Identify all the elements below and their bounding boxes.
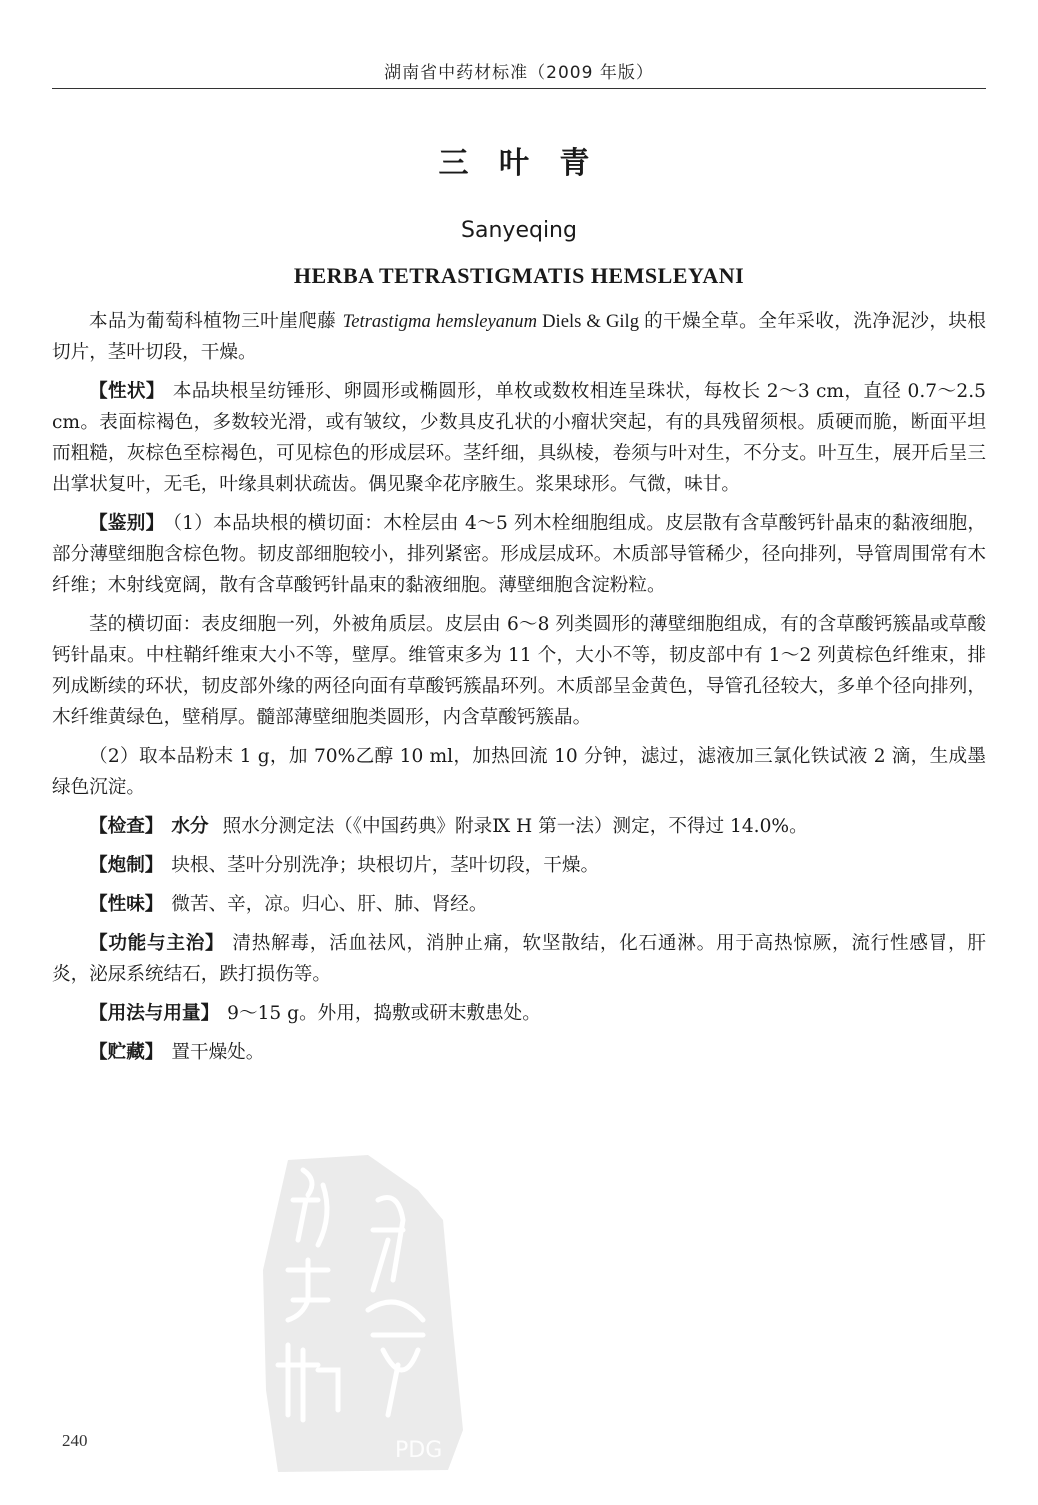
section-label: 【功能与主治】: [89, 933, 225, 954]
section-label: 【性味】: [89, 894, 164, 915]
latin-drug-name: HERBA TETRASTIGMATIS HEMSLEYANI: [293, 263, 745, 288]
section-label: 【用法与用量】: [89, 1003, 220, 1024]
section-label: 【鉴别】: [89, 513, 165, 534]
section-gongneng: [52, 928, 986, 990]
sub-label: 水分: [171, 816, 209, 837]
section-paozhi: [52, 850, 986, 881]
section-label: 【炮制】: [89, 855, 164, 876]
monograph-body: [52, 306, 986, 1076]
jianbie-stem-paragraph: [52, 609, 986, 733]
section-text: 9～15 g。外用，捣敷或研末敷患处。: [227, 1003, 541, 1024]
section-label: 【性状】: [89, 381, 165, 402]
seal-shape: [263, 1155, 463, 1472]
section-text: 茎的横切面：表皮细胞一列，外被角质层。皮层由 6～8 列类圆形的薄壁细胞组成，有的含草酸钙簇晶或草酸钙针晶束。中柱鞘纤维束大小不等，壁厚。维管束多为 11 个，大小不等，韧皮部中有 1～2 列黄棕色纤维束，排列成断续的环状，韧皮部外缘的两径向面有草酸钙簇晶环列。木质部呈金黄色，导管孔径较大，多单个径向排列，木纤维黄绿色，壁稍厚。髓部薄壁细胞类圆形，内含草酸钙簇晶。: [52, 614, 986, 728]
section-text: （2）取本品粉末 1 g，加 70%乙醇 10 ml，加热回流 10 分钟，滤过，滤液加三氯化铁试液 2 滴，生成墨绿色沉淀。: [52, 746, 986, 798]
running-head: 湖南省中药材标准（2009 年版）: [384, 63, 654, 83]
header-rule: [52, 88, 986, 89]
section-jianbie: [52, 508, 986, 601]
seal-watermark: [248, 1150, 488, 1480]
page-title: 三 叶 青: [438, 146, 600, 181]
section-label: 【贮藏】: [89, 1042, 164, 1063]
section-text: 微苦、辛，凉。归心、肝、肺、肾经。: [171, 894, 488, 915]
pinyin-name: Sanyeqing: [461, 218, 577, 243]
section-jiancha: [52, 811, 986, 842]
section-text: 块根、茎叶分别洗净；块根切片，茎叶切段，干燥。: [171, 855, 600, 876]
section-zhucang: [52, 1037, 986, 1068]
intro-paragraph: [52, 306, 986, 368]
intro-text-cont: Diels & Gilg 的干燥全草。全年采收，洗净泥沙，块根切片，茎叶切段，干燥。: [52, 311, 986, 363]
section-yongfa: [52, 998, 986, 1029]
section-text: 清热解毒，活血祛风，消肿止痛，软坚散结，化石通淋。用于高热惊厥，流行性感冒，肝炎，泌尿系统结石，跌打损伤等。: [52, 933, 986, 985]
section-text: （1）本品块根的横切面：木栓层由 4～5 列木栓细胞组成。皮层散有含草酸钙针晶束的黏液细胞，部分薄壁细胞含棕色物。韧皮部细胞较小，排列紧密。形成层成环。木质部导管稀少，径向排列，导管周围常有木纤维；木射线宽阔，散有含草酸钙针晶束的黏液细胞。薄壁细胞含淀粉粒。: [52, 513, 986, 596]
section-text: 本品块根呈纺锤形、卵圆形或椭圆形，单枚或数枚相连呈珠状，每枚长 2～3 cm，直径 0.7～2.5 cm。表面棕褐色，多数较光滑，或有皱纹，少数具皮孔状的小瘤状突起，有的具残留须根。质硬而脆，断面平坦而粗糙，灰棕色至棕褐色，可见棕色的形成层环。茎纤细，具纵棱，卷须与叶对生，不分支。叶互生，展开后呈三出掌状复叶，无毛，叶缘具刺状疏齿。偶见聚伞花序腋生。浆果球形。气微，味甘。: [52, 381, 986, 495]
page-number: 240: [62, 1431, 88, 1450]
section-text: 置干燥处。: [171, 1042, 265, 1063]
section-text: 照水分测定法（《中国药典》附录Ⅸ H 第一法）测定，不得过 14.0%。: [222, 816, 808, 837]
intro-text: 本品为葡萄科植物三叶崖爬藤: [89, 311, 343, 332]
jianbie-test-paragraph: [52, 741, 986, 803]
section-xingzhuang: [52, 376, 986, 500]
species-name: Tetrastigma hemsleyanum: [342, 311, 538, 332]
section-xingwei: [52, 889, 986, 920]
watermark-text: PDG: [395, 1438, 443, 1463]
section-label: 【检查】: [89, 816, 164, 837]
